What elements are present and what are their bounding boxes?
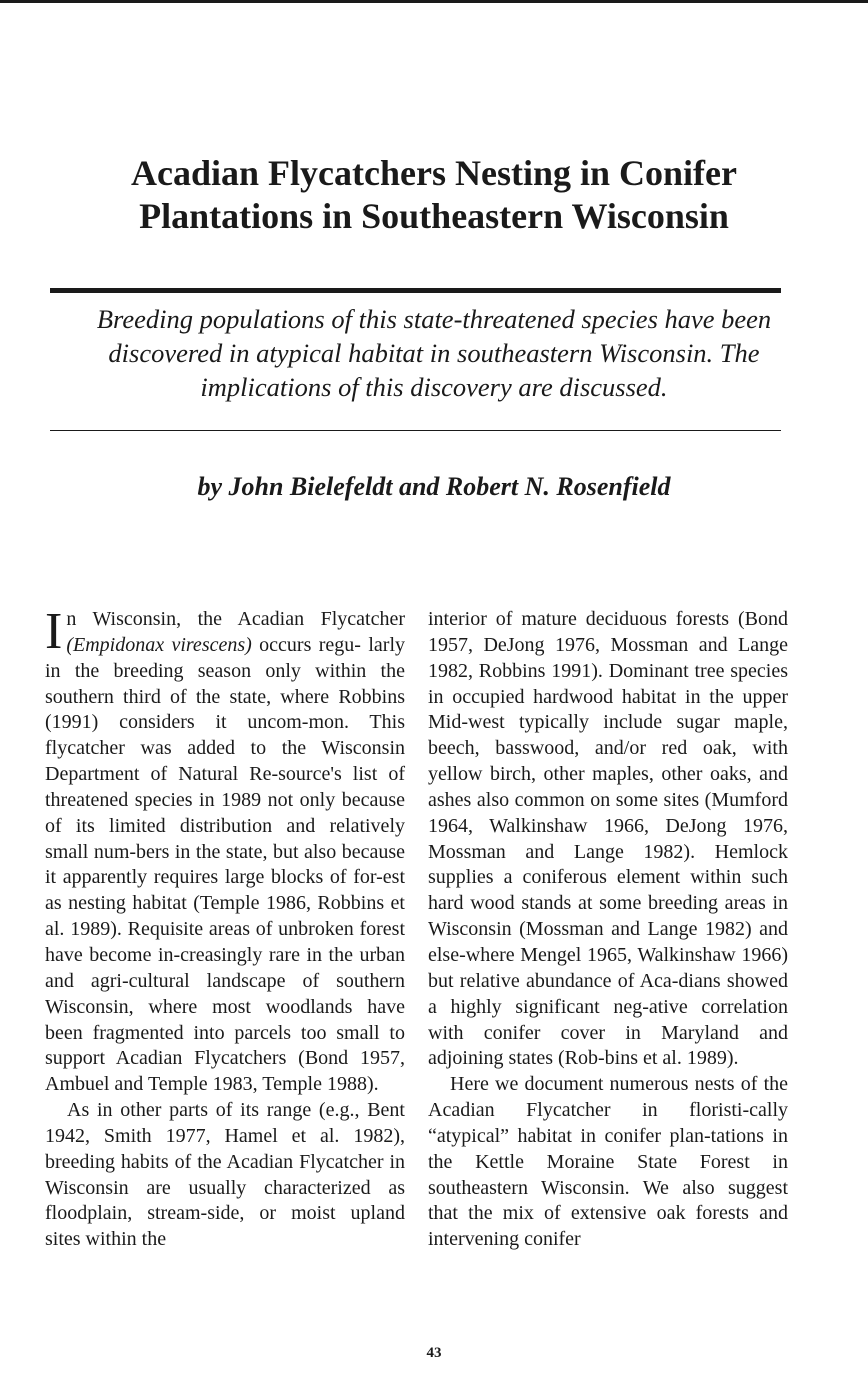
drop-cap: I [45,603,63,660]
left-p1-line2: occurs regu- [251,633,361,656]
subtitle-line-2: discovered in atypical habitat in southeastern Wisconsin. The [108,338,760,368]
title-line-2: Plantations in Southeastern Wisconsin [139,196,729,236]
left-column [45,603,405,1253]
article-subtitle [40,302,828,404]
left-paragraph-2: As in other parts of its range (e.g., Bent 1942, Smith 1977, Hamel et al. 1982), breeding habits of the Acadian Flycatcher in Wisconsin are usually characterized as floodplain, stream-side, or moist upland sites within the [45,1099,405,1251]
species-name: (Empidonax virescens) [66,633,252,656]
subtitle-top-rule [50,288,781,293]
author-byline: by John Bielefeldt and Robert N. Rosenfield [197,472,671,501]
right-column [428,607,788,1253]
left-p1-rest: larly in the breeding season only within the southern third of the state, where Robbins (1991) considers it uncom-mon. This flycatcher was added to the Wisconsin Department of Natural Re-source's list of threatened species in 1989 not only because of its limited distribution and relatively small num-bers in the state, but also because it apparently requires large blocks of for-est as nesting habitat (Temple 1986, Robbins et al. 1989). Requisite areas of unbroken forest have become in-creasingly rare in the urban and agri-cultural landscape of southern Wisconsin, where most woodlands have been fragmented into parcels too small to support Acadian Flycatchers (Bond 1957, Ambuel and Temple 1983, Temple 1988). [45,633,405,1096]
subtitle-line-1: Breeding populations of this state-threatened species have been [96,304,772,334]
subtitle-bottom-rule [50,430,781,431]
title-line-1: Acadian Flycatchers Nesting in Conifer [131,153,737,193]
top-rule [0,0,868,3]
right-paragraph-2: Here we document numerous nests of the Acadian Flycatcher in floristi-cally “atypical” habitat in conifer plan-tations in the Kettle Moraine State Forest in southeastern Wisconsin. We also suggest that the mix of extensive oak forests and intervening conifer [428,1073,788,1251]
left-paragraph-1 [45,603,405,1098]
article-title [40,152,828,238]
subtitle-line-3: implications of this discovery are discussed. [200,372,668,402]
left-p1-line1: n Wisconsin, the Acadian Flycatcher [66,608,405,630]
right-paragraph-1: interior of mature deciduous forests (Bond 1957, DeJong 1976, Mossman and Lange 1982, Robbins 1991). Dominant tree species in occupied hardwood habitat in the upper Mid-west typically include sugar maple, beech, basswood, and/or red oak, with yellow birch, other maples, other oaks, and ashes also common on some sites (Mumford 1964, Walkinshaw 1966, DeJong 1976, Mossman and Lange 1982). Hemlock supplies a coniferous element within such hard wood stands at some breeding areas in Wisconsin (Mossman and Lange 1982) and else-where Mengel 1965, Walkinshaw 1966) but relative abundance of Aca-dians showed a highly significant neg-ative correlation with conifer cover in Maryland and adjoining states (Rob-bins et al. 1989). [428,608,788,1070]
page-number: 43 [426,1345,442,1361]
